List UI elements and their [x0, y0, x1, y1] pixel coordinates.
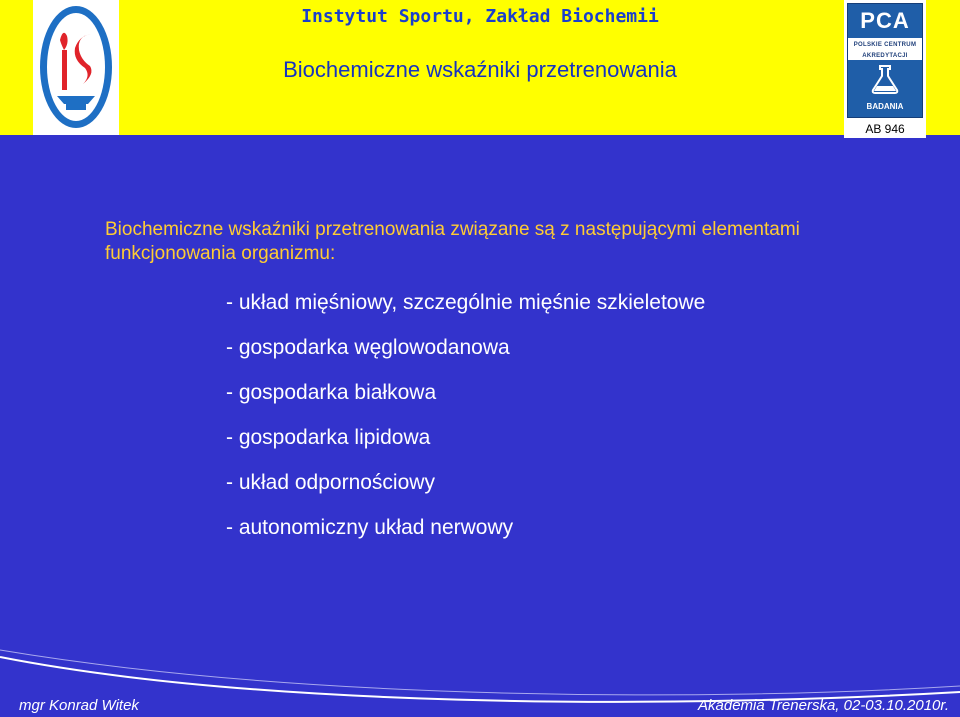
slide-header	[0, 0, 960, 135]
list-item: - układ odpornościowy	[226, 471, 435, 494]
accreditation-code: AB 946	[865, 122, 905, 136]
pca-name-line2: AKREDYTACJI	[862, 53, 908, 59]
list-item: - gospodarka lipidowa	[226, 426, 431, 449]
list-item: - autonomiczny układ nerwowy	[226, 516, 514, 539]
pca-logo: PCA	[860, 8, 910, 33]
footer-event: Akademia Trenerska, 02-03.10.2010r.	[698, 697, 949, 714]
page-title: Biochemiczne wskaźniki przetrenowania	[283, 57, 677, 82]
pca-name-band	[848, 38, 922, 60]
list-item: - gospodarka węglowodanowa	[226, 336, 510, 359]
footer-author: mgr Konrad Witek	[19, 697, 139, 714]
pca-badania-label: BADANIA	[866, 102, 904, 111]
flask-icon	[868, 62, 902, 96]
list-item: - układ mięśniowy, szczególnie mięśnie szkieletowe	[226, 291, 706, 314]
indicator-list	[226, 288, 705, 558]
pca-accreditation-badge	[844, 0, 926, 138]
institute-title: Instytut Sportu, Zakład Biochemii	[301, 6, 659, 27]
pca-name-line1: POLSKIE CENTRUM	[853, 42, 917, 48]
list-item: - gospodarka białkowa	[226, 381, 437, 404]
intro-text: Biochemiczne wskaźniki przetrenowania związane są z następującymi elementami funkcjonowania organizmu:	[105, 219, 800, 264]
